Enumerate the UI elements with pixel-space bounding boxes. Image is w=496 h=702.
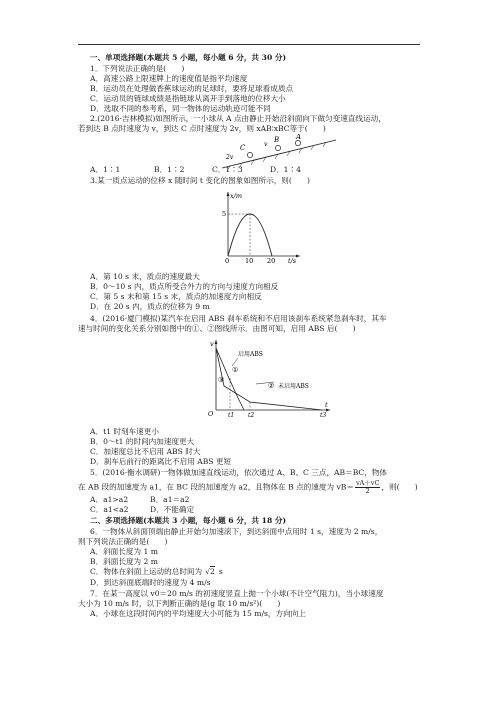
question-stem: 2.(2016·吉林模拟)如图所示，一小球从 A 点由静止开始沿斜面向下做匀变速直线运动， bbox=[90, 114, 386, 123]
option-d: D．刹车后前行的距离比不启用 ABS 更短 bbox=[90, 457, 232, 466]
origin-label: O bbox=[208, 410, 214, 418]
option-a: A．a1>a2 bbox=[90, 495, 129, 504]
question-stem-cont: 速与时间的变化关系分别如图中的①、②图线所示．由图可知，启用 ABS 后( ) bbox=[78, 324, 356, 333]
header-rule bbox=[78, 44, 420, 45]
option-d: D．1∶4 bbox=[270, 165, 301, 174]
question-stem: 1．下列说法正确的是( ) bbox=[90, 64, 185, 73]
option-d: D．不能确定 bbox=[150, 505, 195, 514]
question-stem: 6．一物体从斜面顶端由静止开始匀加速滚下，到达斜面中点用时 1 s，速度为 2 m/s， bbox=[90, 527, 383, 536]
origin-label: 0 bbox=[225, 257, 230, 264]
option-d: D．在 20 s 内，质点的位移为 9 m bbox=[90, 302, 210, 311]
option-c-text: C．物体在斜面上运动的总时间为 bbox=[90, 567, 203, 576]
v-axis-label: v bbox=[210, 340, 214, 348]
option-c: C．运动员的链球成绩是指链球从离开手到落地的位移大小 bbox=[90, 94, 286, 103]
option-b: B．0～t1 的时间内加速度更大 bbox=[90, 437, 195, 446]
fraction bbox=[355, 480, 381, 495]
option-a: A．1∶1 bbox=[90, 165, 121, 174]
t1-label: t1 bbox=[228, 412, 235, 419]
sqrt-radicand: 2 bbox=[209, 567, 215, 576]
question-stem: 5．(2016·衡水调研)一物体做加速直线运动，依次通过 A、B、C 三点，AB＝BC，物体 bbox=[90, 468, 388, 477]
marker-2: ② bbox=[268, 382, 275, 390]
label-c: C bbox=[240, 144, 246, 152]
stem-text-end: ，则( ) bbox=[381, 482, 418, 492]
option-b: B．运动员在处理做香蕉球运动的足球时，要将足球看成质点 bbox=[90, 84, 294, 93]
section-heading: 一、单项选择题(本题共 5 小题，每小题 6 分，共 30 分) bbox=[90, 53, 287, 62]
vt-graph bbox=[204, 336, 334, 420]
section-heading: 二、多项选择题(本题共 3 小题，每小题 6 分，共 18 分) bbox=[90, 516, 287, 525]
label-b: B bbox=[274, 136, 280, 144]
ball-c bbox=[247, 152, 252, 157]
question-stem-cont bbox=[78, 480, 418, 495]
t3-label: t3 bbox=[320, 412, 327, 419]
question-stem-cont: 大小为 10 m/s 时，以下判断正确的是(g 取 10 m/s²)( ) bbox=[78, 599, 281, 608]
question-stem: 4．(2016·厦门模拟)某汽车在启用 ABS 刹车系统和不启用该刹车系统紧急刹车时，其车 bbox=[90, 314, 387, 323]
question-stem: 7．在某一高度以 v0＝20 m/s 的初速度竖直上抛一个小球(不计空气阻力)，当小球速度 bbox=[90, 589, 384, 598]
option-c-unit: s bbox=[218, 567, 223, 576]
label-2v: 2v bbox=[226, 154, 234, 161]
sqrt-sign: √ bbox=[205, 567, 210, 576]
label-abs-on: 启用ABS bbox=[238, 351, 263, 358]
option-b: B．a1＝a2 bbox=[150, 495, 190, 504]
stem-text: 在 AB 段的加速度为 a1，在 BC 段的加速度为 a2，且物体在 B 点的速度为 vB＝ bbox=[78, 482, 354, 492]
option-c: C．a1<a2 bbox=[90, 505, 129, 514]
option-a: A．t1 时刻车速更小 bbox=[90, 427, 159, 436]
option-a: A．斜面长度为 1 m bbox=[90, 547, 158, 556]
ball-b bbox=[275, 145, 280, 150]
curve-abs-off bbox=[216, 348, 322, 410]
t2-label: t2 bbox=[248, 412, 255, 419]
fraction-numerator: vA＋vC bbox=[355, 479, 380, 487]
x-axis-label: t/s bbox=[288, 257, 297, 264]
option-a: A．高速公路上限速牌上的速度值是指平均速度 bbox=[90, 74, 248, 83]
option-c: C．加速度总比不启用 ABS 时大 bbox=[90, 447, 201, 456]
ball-a bbox=[295, 140, 300, 145]
option-a: A．小球在这段时间内的平均速度大小可能为 15 m/s，方向向上 bbox=[90, 609, 306, 618]
question-stem-cont: 则下列说法正确的是( ) bbox=[78, 537, 168, 546]
option-b: B．1∶2 bbox=[154, 165, 185, 174]
y-axis-label: x/m bbox=[230, 192, 243, 200]
option-d: D．到达斜面底端时的速度为 4 m/s bbox=[90, 578, 211, 587]
option-d: D．选取不同的参考系，同一物体的运动轨迹可能不同 bbox=[90, 104, 271, 113]
label-abs-off: 未启用ABS bbox=[278, 383, 309, 390]
option-b: B．斜面长度为 2 m bbox=[90, 557, 159, 566]
question-stem: 3.某一质点运动的位移 x 随时间 t 变化的图象如图所示，则( ) bbox=[90, 176, 311, 185]
option-c: C．1∶3 bbox=[212, 165, 243, 174]
marker-3: ③ bbox=[218, 376, 225, 384]
option-b: B．0～10 s 内，质点所受合外力的方向与速度方向相反 bbox=[90, 282, 279, 291]
option-a: A．第 10 s 末，质点的速度最大 bbox=[90, 272, 200, 281]
fraction-denominator: 2 bbox=[365, 487, 370, 495]
label-a: A bbox=[296, 134, 302, 141]
x-tick-10: 10 bbox=[245, 257, 254, 264]
question-stem-cont: 若到达 B 点时速度为 v，到达 C 点时速度为 2v，则 xAB∶xBC等于( ) bbox=[78, 124, 326, 133]
label-v: v bbox=[264, 141, 268, 148]
option-c bbox=[90, 567, 223, 576]
marker-1: ① bbox=[232, 366, 239, 374]
y-tick-5: 5 bbox=[222, 210, 227, 218]
option-c: C．第 5 s 末和第 15 s 末，质点的加速度方向相反 bbox=[90, 292, 262, 301]
t-axis-label: t bbox=[325, 401, 328, 409]
xt-graph bbox=[214, 188, 304, 264]
x-tick-20: 20 bbox=[267, 257, 276, 264]
